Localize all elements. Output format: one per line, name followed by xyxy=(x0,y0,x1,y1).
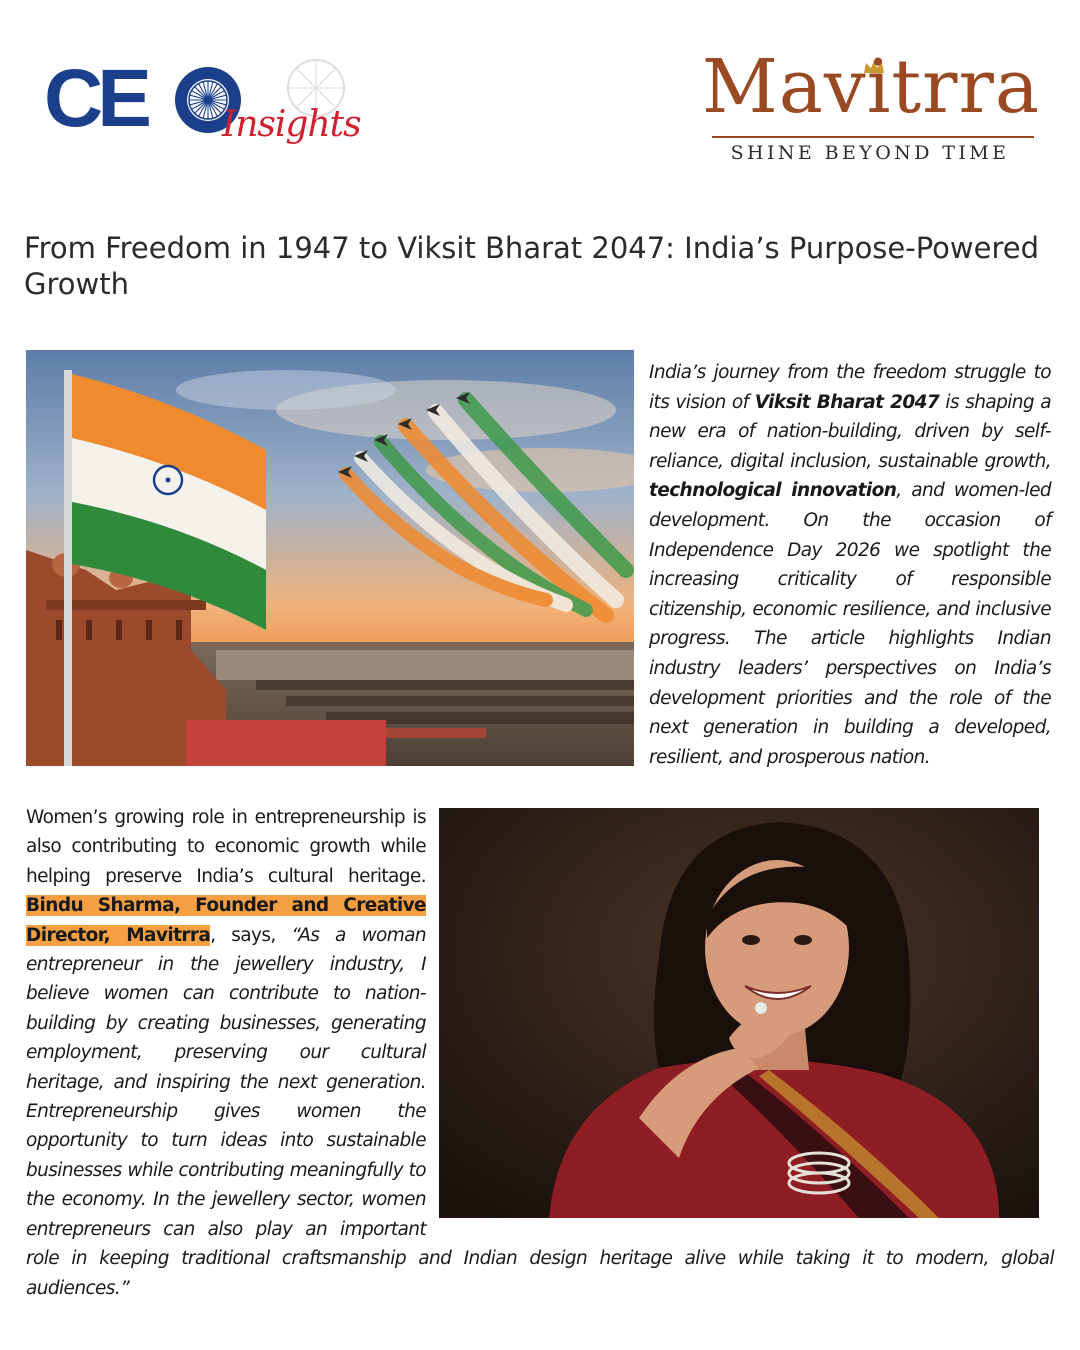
speaker-quote: “As a woman entrepreneur in the jewellery industry, I believe women can contribute to nation-building by creating businesses, generating employment, preserving our cultural heritage, and inspiring the next generation. Entrepreneurship gives women the opportunity to turn ideas into sustainable businesses while contributing meaningfully to the economy. In the jewellery sector, women entrepreneurs can also play an important role in keeping traditional craftsmanship and Indian design heritage alive while taking it to modern, global audiences.” xyxy=(26,924,1054,1299)
mavitrra-tagline: SHINE BEYOND TIME xyxy=(730,142,1010,164)
body-says: , says, xyxy=(210,924,292,946)
independence-day-photo xyxy=(26,350,634,766)
mavitrra-wordmark: Mavitrra xyxy=(702,44,1040,130)
intro-text: is shaping a new era of nation-building, driven by self-reliance, digital inclusion, sustainable growth, xyxy=(649,391,1051,472)
ceo-wordmark: CE xyxy=(44,53,146,144)
mavitrra-logo xyxy=(700,44,1040,166)
independence-day-illustration xyxy=(26,350,634,766)
body-lead: Women’s growing role in entrepreneurship is also contributing to economic growth while helping preserve India’s cultural heritage. xyxy=(26,807,426,887)
logo-divider xyxy=(712,136,1034,138)
intro-paragraph xyxy=(649,358,1051,772)
intro-emphasis: technological innovation xyxy=(649,480,897,502)
intro-emphasis: Viksit Bharat 2047 xyxy=(754,391,940,413)
ceo-insights-script: Insights xyxy=(222,104,361,145)
intro-text: India’s journey from the freedom struggle to its vision of xyxy=(649,362,1051,413)
quote-paragraph xyxy=(26,803,1054,1303)
portrait-spacer xyxy=(426,803,1054,1221)
article-title: From Freedom in 1947 to Viksit Bharat 2047: India’s Purpose-Powered Growth xyxy=(24,231,1040,301)
ceo-insights-logo xyxy=(40,53,361,173)
intro-text: , and women-led development. On the occasion of Independence Day 2026 we spotlight the increasing criticality of responsible citizenship, economic resilience, and inclusive progress. The article highlights Indian industry leaders’ perspectives on India’s development priorities and the role of the next generation in building a developed, resilient, and prosperous nation. xyxy=(649,480,1052,768)
speaker-highlight: Bindu Sharma, Founder and Creative Director, Mavitrra xyxy=(26,895,426,946)
